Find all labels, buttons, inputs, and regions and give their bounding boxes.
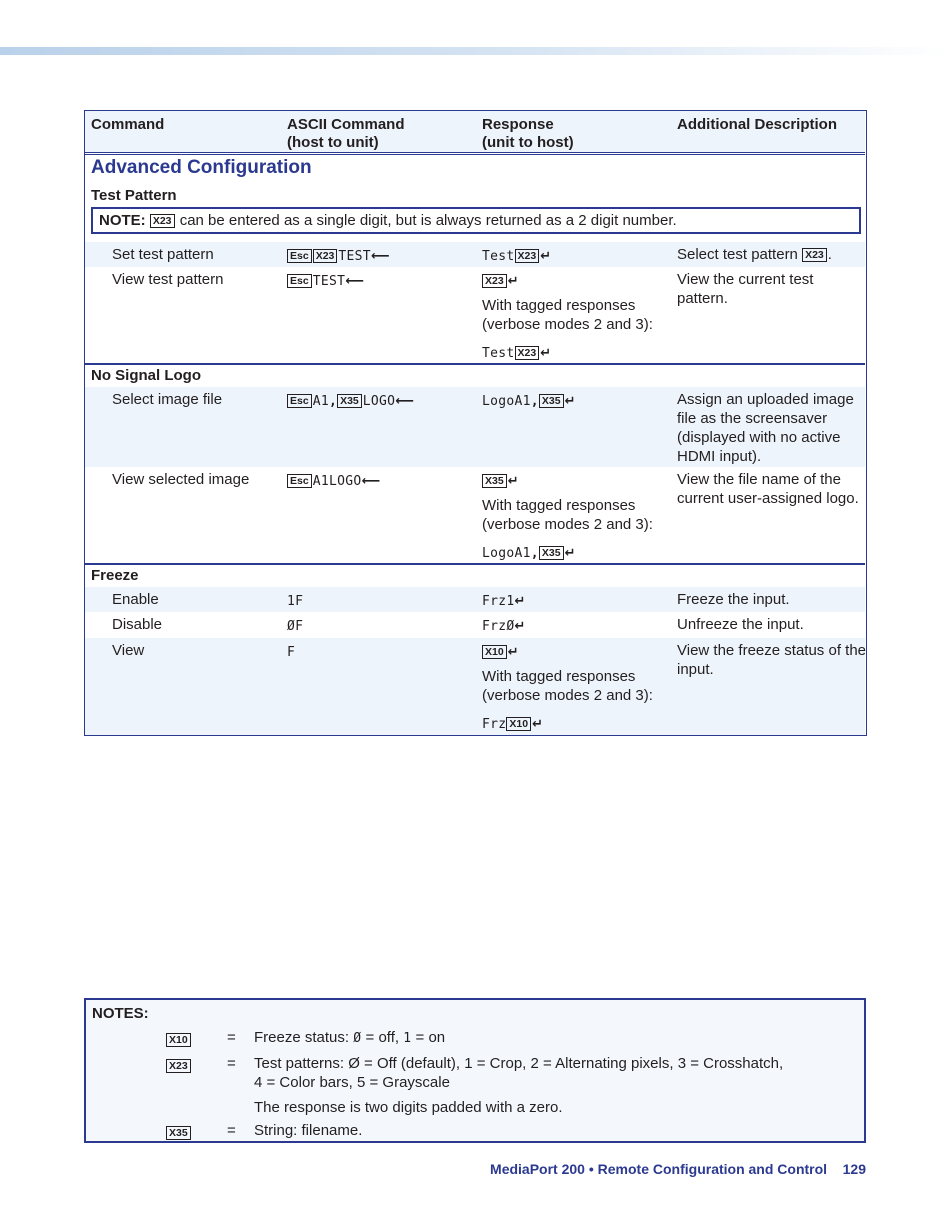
enter-icon: ↵ xyxy=(507,474,519,489)
resp-text: Test xyxy=(482,249,515,264)
ascii-text: LOGO xyxy=(362,394,396,409)
note-text: can be entered as a single digit, but is always returned as a 2 digit number. xyxy=(175,212,677,229)
esc-key: Esc xyxy=(287,249,312,263)
table-row xyxy=(85,267,865,363)
left-arrow-icon: ⟵ xyxy=(370,249,390,264)
note-box xyxy=(91,207,861,234)
footer-title: MediaPort 200 • Remote Configuration and Control xyxy=(490,1161,828,1177)
table-row xyxy=(85,612,865,638)
var-x35-box: X35 xyxy=(539,546,564,560)
resp-freeze-view xyxy=(482,643,519,662)
cmd-freeze-view: View xyxy=(112,642,145,659)
var-x23-box: X23 xyxy=(802,248,827,262)
ascii-text: A1LOGO xyxy=(312,474,362,489)
var-x10-box: X10 xyxy=(166,1033,191,1047)
enter-icon: ↵ xyxy=(540,249,552,264)
cmd-select-image: Select image file xyxy=(112,391,223,408)
desc-view-test-pattern: View the current test pattern. xyxy=(677,271,814,307)
resp-view-image xyxy=(482,472,519,491)
command-table xyxy=(84,110,867,736)
note-label: NOTE: xyxy=(99,212,146,229)
comma: , xyxy=(530,394,539,409)
tagged-note: With tagged responses (verbose modes 2 and 3): xyxy=(482,497,653,533)
notes-eq: = xyxy=(227,1122,236,1139)
notes-x23-line2: 4 = Color bars, 5 = Grayscale xyxy=(254,1074,450,1091)
enter-icon: ↵ xyxy=(564,394,576,409)
var-x23-box: X23 xyxy=(482,274,507,288)
table-row xyxy=(85,467,865,563)
resp-text: LogoA1 xyxy=(482,394,531,409)
notes-text: = off, xyxy=(361,1029,404,1046)
var-x35-box: X35 xyxy=(337,394,362,408)
enter-icon: ↵ xyxy=(507,645,519,660)
tagged-response xyxy=(482,344,551,363)
resp-text: Frz1 xyxy=(482,594,515,609)
tagged-response xyxy=(482,544,576,563)
ascii-text: A1 xyxy=(312,394,329,409)
var-x35-box: X35 xyxy=(539,394,564,408)
enter-icon: ↵ xyxy=(507,274,519,289)
resp-select-image xyxy=(482,392,576,411)
page-number: 129 xyxy=(842,1161,866,1177)
ascii-view-test-pattern xyxy=(287,272,364,291)
var-x35-box: X35 xyxy=(482,474,507,488)
header-ascii-line2: (host to unit) xyxy=(287,134,379,151)
table-row xyxy=(85,242,865,267)
notes-eq: = xyxy=(227,1029,236,1046)
ascii-select-image xyxy=(287,392,414,411)
cmd-view-test-pattern: View test pattern xyxy=(112,271,224,288)
esc-key: Esc xyxy=(287,474,312,488)
var-x23-box: X23 xyxy=(313,249,338,263)
comma: , xyxy=(530,546,539,561)
enter-icon: ↵ xyxy=(514,619,526,634)
section-divider xyxy=(85,363,865,365)
desc-select-image: Assign an uploaded image file as the screensaver (displayed with no active HDMI input). xyxy=(677,391,854,465)
ascii-freeze-view: F xyxy=(287,645,296,660)
resp-text: LogoA1 xyxy=(482,546,531,561)
cmd-set-test-pattern: Set test pattern xyxy=(112,246,214,263)
header-response-line2: (unit to host) xyxy=(482,134,574,151)
left-arrow-icon: ⟵ xyxy=(361,474,381,489)
notes-text: 1 xyxy=(403,1031,412,1046)
resp-text: Frz xyxy=(482,717,507,732)
subhead-freeze: Freeze xyxy=(91,567,139,584)
notes-x23-var xyxy=(166,1056,192,1075)
desc-end: . xyxy=(827,246,832,263)
section-title: Advanced Configuration xyxy=(91,157,312,178)
notes-x10-text xyxy=(254,1028,445,1048)
header-response-line1: Response xyxy=(482,116,554,133)
desc-view-image: View the file name of the current user-assigned logo. xyxy=(677,471,859,507)
esc-key: Esc xyxy=(287,394,312,408)
var-x10-box: X10 xyxy=(506,717,531,731)
enter-icon: ↵ xyxy=(532,717,544,732)
header-divider xyxy=(85,152,865,155)
desc-freeze-view: View the freeze status of the input. xyxy=(677,642,867,678)
header-command: Command xyxy=(91,116,165,133)
enter-icon: ↵ xyxy=(514,594,526,609)
tagged-response xyxy=(482,715,543,734)
comma: , xyxy=(328,394,338,409)
notes-x10-var xyxy=(166,1030,192,1049)
var-x23-box: X23 xyxy=(150,214,175,228)
ascii-freeze-disable: ØF xyxy=(287,619,304,634)
table-row xyxy=(85,587,865,612)
subhead-no-signal-logo: No Signal Logo xyxy=(91,367,201,384)
table-row xyxy=(85,387,865,467)
cmd-freeze-enable: Enable xyxy=(112,591,159,608)
notes-text: = on xyxy=(411,1029,446,1046)
ascii-view-image xyxy=(287,472,380,491)
top-gradient-bar xyxy=(0,47,950,55)
var-x10-box: X10 xyxy=(482,645,507,659)
enter-icon: ↵ xyxy=(564,546,576,561)
notes-x23-line1: Test patterns: Ø = Off (default), 1 = Crop, 2 = Alternating pixels, 3 = Crosshatch, xyxy=(254,1055,784,1072)
ascii-text: TEST xyxy=(338,249,371,264)
subhead-test-pattern: Test Pattern xyxy=(91,187,177,204)
header-ascii xyxy=(287,116,405,152)
notes-text: Ø xyxy=(353,1031,362,1046)
var-x23-box: X23 xyxy=(166,1059,191,1073)
desc-freeze-enable: Freeze the input. xyxy=(677,591,790,608)
resp-text: FrzØ xyxy=(482,619,515,634)
section-divider xyxy=(85,563,865,565)
resp-set-test-pattern xyxy=(482,247,551,266)
ascii-freeze-enable: 1F xyxy=(287,594,304,609)
header-description: Additional Description xyxy=(677,116,838,133)
notes-x23-line3: The response is two digits padded with a zero. xyxy=(254,1099,563,1116)
resp-freeze-disable xyxy=(482,617,526,636)
page-footer xyxy=(490,1161,866,1177)
tagged-note: With tagged responses (verbose modes 2 and 3): xyxy=(482,297,653,333)
ascii-set-test-pattern xyxy=(287,247,390,266)
resp-text: Test xyxy=(482,346,515,361)
header-response xyxy=(482,116,574,152)
notes-box xyxy=(84,998,866,1143)
table-row xyxy=(85,638,865,735)
notes-x35-var xyxy=(166,1123,192,1142)
notes-eq: = xyxy=(227,1055,236,1072)
tagged-note: With tagged responses (verbose modes 2 and 3): xyxy=(482,668,653,704)
esc-key: Esc xyxy=(287,274,312,288)
desc-set-test-pattern xyxy=(677,245,867,264)
left-arrow-icon: ⟵ xyxy=(395,394,415,409)
resp-view-test-pattern xyxy=(482,272,519,291)
left-arrow-icon: ⟵ xyxy=(345,274,365,289)
enter-icon: ↵ xyxy=(540,346,552,361)
var-x35-box: X35 xyxy=(166,1126,191,1140)
cmd-freeze-disable: Disable xyxy=(112,616,163,633)
resp-freeze-enable xyxy=(482,592,526,611)
table-header xyxy=(85,111,865,153)
ascii-text: TEST xyxy=(312,274,346,289)
notes-title: NOTES: xyxy=(92,1005,149,1022)
desc-text: Select test pattern xyxy=(677,246,803,263)
notes-text: Freeze status: xyxy=(254,1029,354,1046)
header-ascii-line1: ASCII Command xyxy=(287,116,405,133)
cmd-view-image: View selected image xyxy=(112,471,250,488)
notes-x35-text: String: filename. xyxy=(254,1122,363,1139)
desc-freeze-disable: Unfreeze the input. xyxy=(677,616,804,633)
var-x23-box: X23 xyxy=(515,249,540,263)
var-x23-box: X23 xyxy=(515,346,540,360)
